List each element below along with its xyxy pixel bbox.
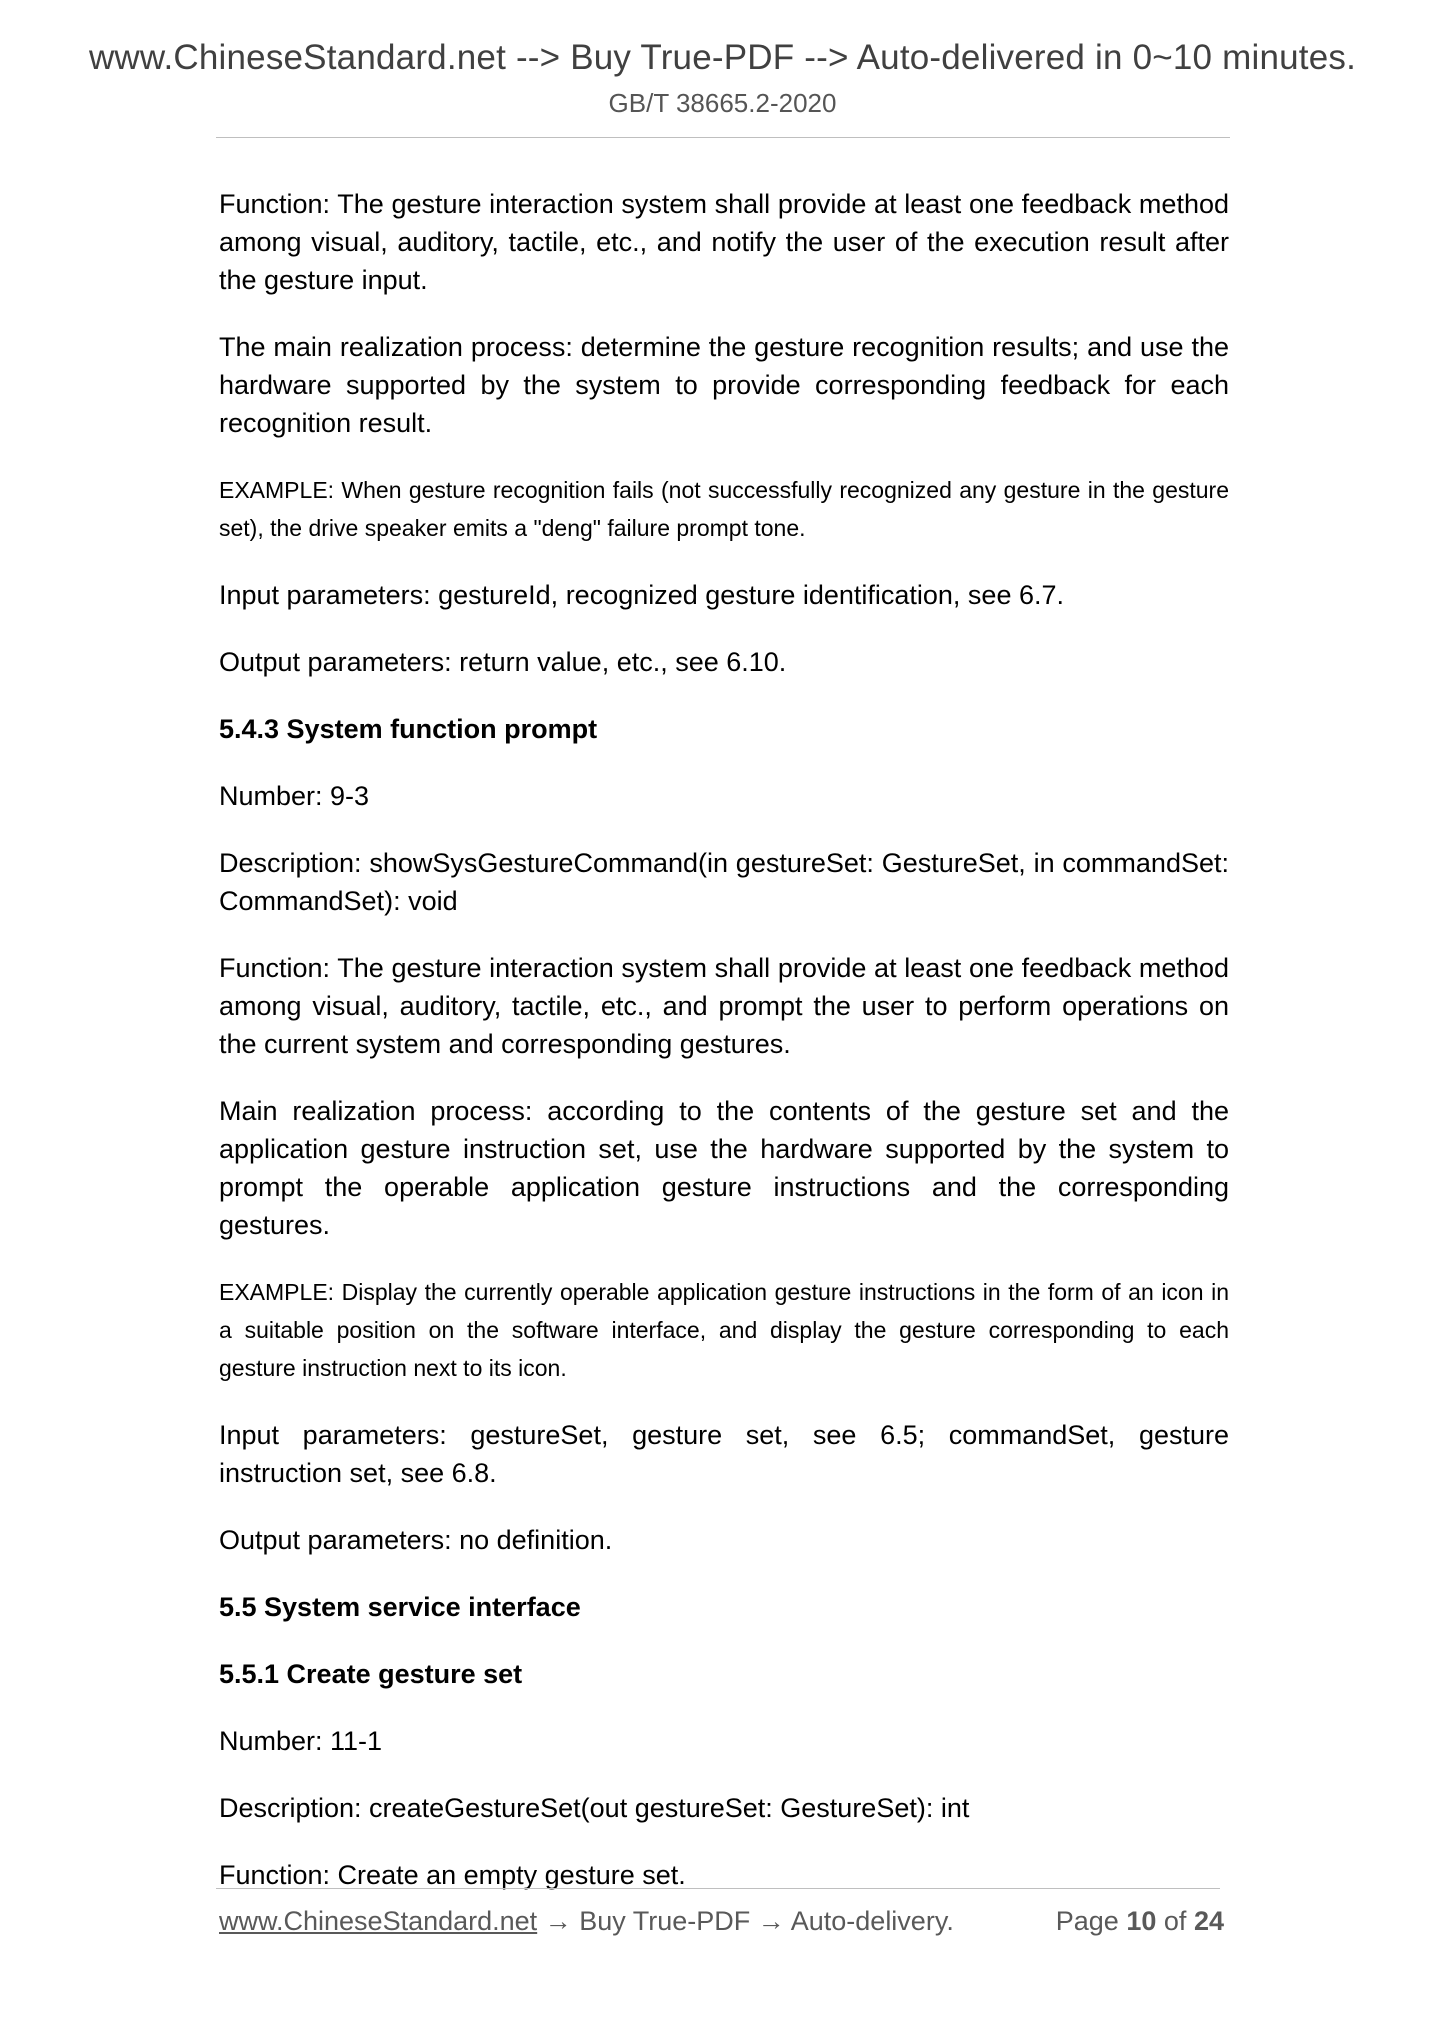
paragraph: Main realization process: according to the contents of the gesture set and the application gesture instruction set, use the hardware supported by the system to prompt the operable application gesture instructions and the corresponding gestures. bbox=[219, 1096, 1229, 1240]
example-note: EXAMPLE: Display the currently operable application gesture instructions in the form of an icon in a suitable position on the software interface, and display the gesture corresponding to each gesture instruction next to its icon. bbox=[219, 1279, 1229, 1381]
paragraph: Description: createGestureSet(out gestureSet: GestureSet): int bbox=[219, 1793, 970, 1823]
paragraph: Number: 11-1 bbox=[219, 1726, 383, 1756]
paragraph: Input parameters: gestureSet, gesture set, see 6.5; commandSet, gesture instruction set, see 6.8. bbox=[219, 1420, 1229, 1488]
paragraph: Function: The gesture interaction system shall provide at least one feedback method among visual, auditory, tactile, etc., and notify the user of the execution result after the gesture input. bbox=[219, 189, 1229, 295]
paragraph: The main realization process: determine the gesture recognition results; and use the hardware supported by the system to provide corresponding feedback for each recognition result. bbox=[219, 332, 1229, 438]
example-note: EXAMPLE: When gesture recognition fails (not successfully recognized any gesture in the gesture set), the drive speaker emits a "deng" failure prompt tone. bbox=[219, 477, 1229, 541]
paragraph: Description: showSysGestureCommand(in gestureSet: GestureSet, in commandSet: CommandSet): void bbox=[219, 848, 1229, 916]
paragraph: Function: Create an empty gesture set. bbox=[219, 1860, 686, 1890]
paragraph: Output parameters: no definition. bbox=[219, 1525, 613, 1555]
top-banner: www.ChineseStandard.net --> Buy True-PDF --> Auto-delivered in 0~10 minutes. bbox=[88, 38, 1357, 77]
page-total: 24 bbox=[1193, 1906, 1224, 1936]
document-code: GB/T 38665.2-2020 bbox=[608, 88, 837, 118]
paragraph: Function: The gesture interaction system shall provide at least one feedback method among visual, auditory, tactile, etc., and prompt the user to perform operations on the current system and corresponding gestures. bbox=[219, 953, 1229, 1059]
footer-tagline: → Buy True-PDF → Auto-delivery. bbox=[537, 1906, 954, 1936]
page-counter bbox=[1056, 1906, 1224, 1937]
page-footer bbox=[219, 1906, 1224, 1937]
paragraph: Input parameters: gestureId, recognized gesture identification, see 6.7. bbox=[219, 580, 1065, 610]
section-heading: 5.5 System service interface bbox=[219, 1592, 581, 1622]
page-label: Page bbox=[1055, 1906, 1119, 1936]
page-content bbox=[219, 185, 1229, 1894]
of-label: of bbox=[1163, 1906, 1187, 1936]
paragraph: Output parameters: return value, etc., see 6.10. bbox=[219, 647, 787, 677]
footer-site-link[interactable]: www.ChineseStandard.net bbox=[219, 1906, 538, 1936]
page-number: 10 bbox=[1126, 1906, 1157, 1936]
paragraph: Number: 9-3 bbox=[219, 781, 370, 811]
header-divider bbox=[216, 137, 1230, 138]
section-heading: 5.5.1 Create gesture set bbox=[219, 1659, 523, 1689]
section-heading: 5.4.3 System function prompt bbox=[219, 714, 598, 744]
footer-divider bbox=[216, 1888, 1220, 1889]
